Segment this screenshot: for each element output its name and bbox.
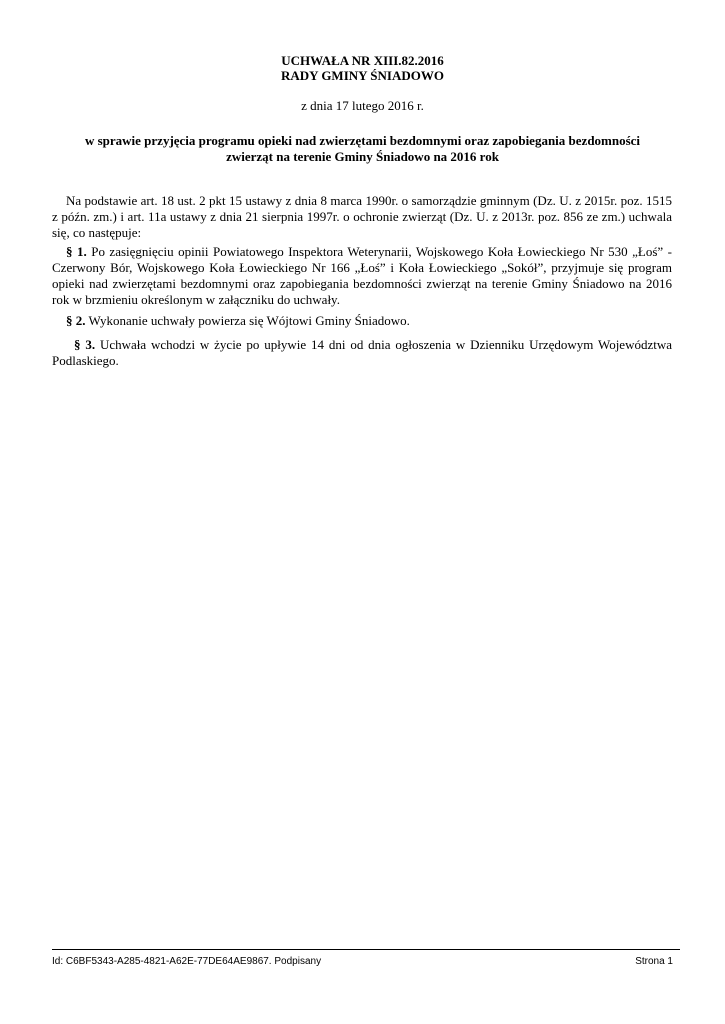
resolution-title: UCHWAŁA NR XIII.82.2016	[281, 53, 444, 68]
section-1-mark: § 1.	[66, 244, 87, 259]
section-3-mark: § 3.	[74, 337, 96, 352]
section-1-paragraph	[52, 244, 672, 308]
section-2-paragraph	[52, 313, 672, 329]
section-2-mark: § 2.	[66, 313, 86, 328]
section-1-text: Po zasięgnięciu opinii Powiatowego Inspektora Weterynarii, Wojskowego Koła Łowieckiego Nr 530 „Łoś” - Czerwony Bór, Wojskowego Koła Łowieckiego Nr 166 „Łoś” i Koła Łowieckiego „Sokół”, przyjmuje się program opieki nad zwierzętami bezdomnymi oraz zapobiegania bezdomności zwierząt na terenie Gminy Śniadowo na 2016 rok w brzmieniu określonym w załączniku do uchwały.	[52, 244, 673, 307]
section-3-paragraph	[52, 337, 672, 369]
legal-basis-paragraph: Na podstawie art. 18 ust. 2 pkt 15 ustawy z dnia 8 marca 1990r. o samorządzie gminnym (Dz. U. z 2015r. poz. 1515 z późn. zm.) i art. 11a ustawy z dnia 21 sierpnia 1997r. o ochronie zwierząt (Dz. U. z 2013r. poz. 856 ze zm.) uchwala się, co następuje:	[52, 193, 672, 240]
council-name: RADY GMINY ŚNIADOWO	[281, 68, 444, 83]
footer-document-id: Id: C6BF5343-A285-4821-A62E-77DE64AE9867. Podpisany	[52, 956, 322, 967]
footer-divider	[52, 949, 680, 950]
footer-page-number: Strona 1	[635, 956, 673, 967]
resolution-subject: w sprawie przyjęcia programu opieki nad zwierzętami bezdomnymi oraz zapobiegania bezdomności zwierząt na terenie Gminy Śniadowo na 2016 rok	[84, 133, 641, 164]
section-3-text: Uchwała wchodzi w życie po upływie 14 dni od dnia ogłoszenia w Dzienniku Urzędowym Województwa Podlaskiego.	[52, 337, 673, 368]
section-2-text: Wykonanie uchwały powierza się Wójtowi Gminy Śniadowo.	[88, 313, 410, 328]
resolution-date: z dnia 17 lutego 2016 r.	[301, 98, 424, 113]
